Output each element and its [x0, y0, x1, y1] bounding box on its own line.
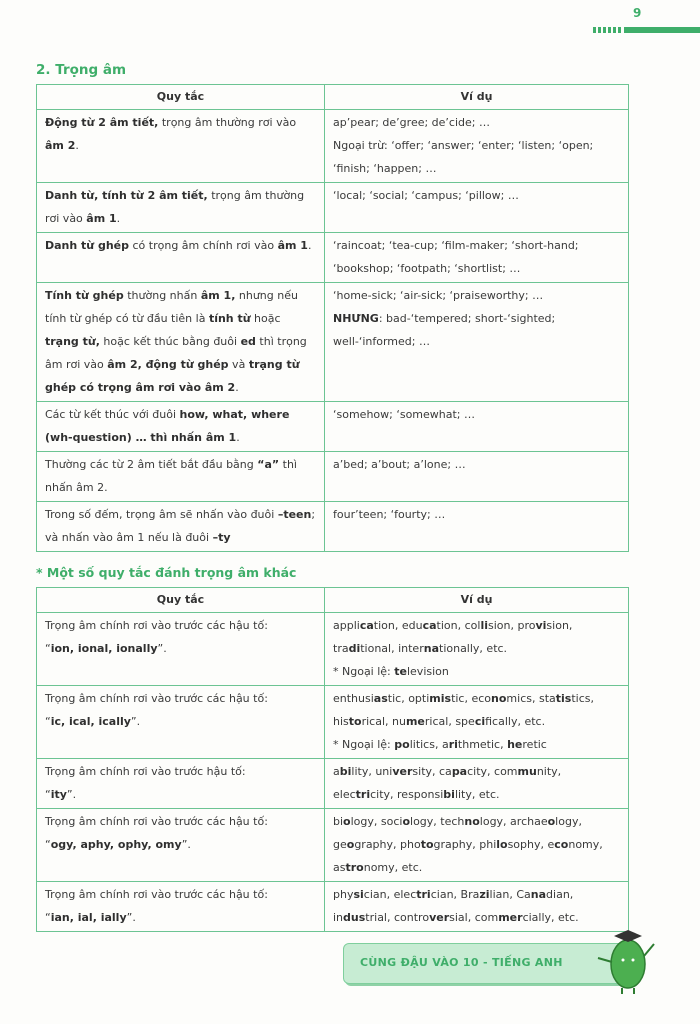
bold-text: na [530, 888, 547, 901]
bold-text: dus [343, 911, 366, 924]
example-cell [325, 233, 629, 283]
example-text [333, 810, 620, 879]
bold-text: lo [496, 838, 508, 851]
text: nomy, etc. [363, 861, 423, 874]
bold-text: o [343, 815, 351, 828]
rule-cell [37, 613, 325, 686]
bold-text: –teen [277, 508, 312, 521]
bold-text: tri [416, 888, 431, 901]
text: logy, tech [410, 815, 465, 828]
text: sophy, e [507, 838, 555, 851]
table-row [37, 283, 629, 402]
bold-text: o [346, 838, 355, 851]
bold-text: âm 2, động từ ghép [107, 358, 229, 371]
rule-cell [37, 283, 325, 402]
text: thì trọng âm rơi vào [45, 335, 307, 371]
example-cell [325, 809, 629, 882]
bold-text: how, what, where (wh-question) … thì nhấn âm 1 [45, 408, 290, 444]
bold-text: “a” [257, 458, 280, 471]
example-text [333, 883, 620, 929]
rule-cell [37, 686, 325, 759]
table-row [37, 402, 629, 452]
bold-text: pa [451, 765, 468, 778]
text: tionally, etc. [439, 642, 508, 655]
bold-text: si [353, 888, 364, 901]
bold-text: tính từ [208, 312, 251, 325]
text: phy [333, 888, 354, 901]
bold-text: to [348, 715, 362, 728]
table-row [37, 502, 629, 552]
text: nhưng nếu tính từ ghép có từ đầu tiên là [45, 289, 298, 325]
column-header-example: Ví dụ [325, 85, 629, 110]
suffix-text: ogy, aphy, ophy, omy [50, 838, 182, 851]
column-header-rule: Quy tắc [37, 85, 325, 110]
suffix-list: “ity”. [45, 788, 77, 801]
bold-text: he [507, 738, 523, 751]
example-cell [325, 452, 629, 502]
bold-text: trạng từ, [45, 335, 100, 348]
text: thường nhấn [123, 289, 201, 302]
exception-text [333, 733, 620, 756]
example-text: ‘local; ‘social; ‘campus; ‘pillow; … [333, 189, 519, 202]
text: retic [522, 738, 547, 751]
text: Các từ kết thúc với đuôi [45, 408, 180, 421]
example-text: four’teen; ‘fourty; … [333, 508, 446, 521]
text: litics, a [409, 738, 449, 751]
bold-text: Động từ 2 âm tiết, [45, 116, 159, 129]
text: hoặc [250, 312, 281, 325]
example-cell [325, 283, 629, 402]
text: tion, edu [373, 619, 423, 632]
text: trọng âm thường rơi vào [158, 116, 297, 129]
text: : bad-‘tempered; short-‘sighted; well-‘informed; … [333, 312, 556, 348]
suffix-text: ian, ial, ially [50, 911, 127, 924]
text: graphy, pho [354, 838, 421, 851]
bold-text: co [554, 838, 569, 851]
footer-banner-text: CÙNG ĐẬU VÀO 10 - TIẾNG ANH [360, 956, 563, 969]
text: mics, sta [506, 692, 556, 705]
bold-text: ver [392, 765, 413, 778]
text: nomy, as [333, 838, 603, 874]
bold-text: Danh từ, tính từ 2 âm tiết, [45, 189, 208, 202]
rule-cell [37, 759, 325, 809]
text: * Ngoại lệ: [333, 665, 395, 678]
text: lity, etc. [454, 788, 500, 801]
text: trial, contro [365, 911, 430, 924]
example-cell [325, 882, 629, 932]
text: rical, spe [424, 715, 475, 728]
bold-text: ca [359, 619, 374, 632]
example-cell [325, 110, 629, 183]
text: trọng âm thường rơi vào [45, 189, 305, 225]
text: . [116, 212, 121, 225]
example-text [333, 760, 620, 806]
text: fically, etc. [485, 715, 546, 728]
table-row [37, 882, 629, 932]
bold-text: –ty [212, 531, 231, 544]
rule-text: Trọng âm chính rơi vào trước hậu tố: [45, 765, 246, 778]
bold-text: di [348, 642, 361, 655]
bold-text: trạng từ ghép có trọng âm rơi vào âm 2 [45, 358, 300, 394]
exception-text [333, 660, 620, 683]
bold-text: ci [474, 715, 486, 728]
example-cell [325, 686, 629, 759]
text: . [236, 431, 240, 444]
example-cell [325, 402, 629, 452]
suffix-list: “ic, ical, ically”. [45, 715, 141, 728]
table-row [37, 183, 629, 233]
text: city, responsi [370, 788, 444, 801]
table-row [37, 809, 629, 882]
rule-cell [37, 110, 325, 183]
stress-rules-table [36, 84, 629, 552]
text: tic, opti [387, 692, 430, 705]
suffix-list: “ogy, aphy, ophy, omy”. [45, 838, 191, 851]
section-title: 2. Trọng âm [36, 62, 127, 78]
bold-text: o [402, 815, 411, 828]
bold-text: âm 1 [277, 239, 308, 252]
text: . [75, 139, 79, 152]
text: logy, archae [479, 815, 548, 828]
suffix-text: ity [50, 788, 67, 801]
text: city, com [467, 765, 518, 778]
text: levision [406, 665, 449, 678]
suffix-text: ion, ional, ionally [50, 642, 158, 655]
text: . [235, 381, 239, 394]
text: Thường các từ 2 âm tiết bắt đầu bằng [45, 458, 258, 471]
example-text: Ngoại trừ: ‘offer; ‘answer; ‘enter; ‘listen; ‘open; ‘finish; ‘happen; … [333, 139, 594, 175]
text: và [228, 358, 249, 371]
bold-text: to [420, 838, 434, 851]
text: enthusi [333, 692, 374, 705]
bold-text: âm 1, [200, 289, 236, 302]
rule-cell [37, 502, 325, 552]
column-header-example: Ví dụ [325, 588, 629, 613]
example-text: ‘raincoat; ‘tea-cup; ‘film-maker; ‘short-hand; ‘bookshop; ‘footpath; ‘shortlist; … [333, 239, 579, 275]
text: graphy, phi [433, 838, 497, 851]
page-decoration-bar [593, 27, 700, 33]
bold-text: o [547, 815, 556, 828]
rule-cell [37, 882, 325, 932]
rule-cell [37, 233, 325, 283]
example-text: a’bed; a’bout; a’lone; … [333, 458, 466, 471]
text: tional, inter [360, 642, 424, 655]
rule-text: Trọng âm chính rơi vào trước các hậu tố: [45, 692, 268, 705]
example-text [333, 614, 620, 660]
table-row [37, 233, 629, 283]
column-header-rule: Quy tắc [37, 588, 325, 613]
text: dian, in [333, 888, 574, 924]
bold-text: me [405, 715, 425, 728]
text: tics, his [333, 692, 594, 728]
bold-text: mu [517, 765, 537, 778]
bold-text: Danh từ ghép [45, 239, 130, 252]
bold-text: Tính từ ghép [45, 289, 124, 302]
bold-text: ed [240, 335, 256, 348]
suffix-stress-rules-table [36, 587, 629, 932]
text: sion, tra [333, 619, 573, 655]
text: rical, nu [361, 715, 406, 728]
bold-text: no [464, 815, 480, 828]
suffix-list: “ion, ional, ionally”. [45, 642, 167, 655]
text: cian, elec [363, 888, 417, 901]
text: . [307, 239, 312, 252]
bold-text: bi [443, 788, 455, 801]
example-cell [325, 759, 629, 809]
bold-text: tro [345, 861, 364, 874]
example-text [333, 307, 620, 353]
rule-text: Trọng âm chính rơi vào trước các hậu tố: [45, 815, 268, 828]
bold-text: ri [448, 738, 458, 751]
example-cell [325, 502, 629, 552]
rule-cell [37, 402, 325, 452]
table-header-row [37, 85, 629, 110]
text: Trong số đếm, trọng âm sẽ nhấn vào đuôi [45, 508, 278, 521]
suffix-list: “ian, ial, ially”. [45, 911, 136, 924]
table-row [37, 759, 629, 809]
text: tion, col [436, 619, 481, 632]
suffix-text: ic, ical, ically [50, 715, 131, 728]
table-row [37, 452, 629, 502]
bold-text: tis [555, 692, 572, 705]
bold-text: âm 1 [86, 212, 117, 225]
text: có trọng âm chính rơi vào [129, 239, 278, 252]
bold-text: ca [422, 619, 437, 632]
example-text: ‘somehow; ‘somewhat; … [333, 408, 476, 421]
bold-text: mer [498, 911, 523, 924]
example-cell [325, 613, 629, 686]
table-row [37, 686, 629, 759]
text: * Ngoại lệ: [333, 738, 395, 751]
bold-text: po [394, 738, 410, 751]
rule-cell [37, 183, 325, 233]
example-text [333, 687, 620, 733]
example-cell [325, 183, 629, 233]
text: cian, Bra [430, 888, 480, 901]
text: logy, soci [350, 815, 403, 828]
table-row [37, 110, 629, 183]
bold-text: ver [429, 911, 450, 924]
page-number: 9 [633, 6, 642, 20]
example-text: ap’pear; de’gree; de’cide; … [333, 116, 490, 129]
bold-text: li [480, 619, 488, 632]
bold-text: bi [339, 765, 352, 778]
bold-text: na [423, 642, 439, 655]
text: hoặc kết thúc bằng đuôi [99, 335, 241, 348]
text: sion, pro [487, 619, 536, 632]
rule-cell [37, 809, 325, 882]
bold-text: NHƯNG [333, 312, 379, 325]
table-row [37, 613, 629, 686]
bold-text: âm 2 [45, 139, 76, 152]
rule-text: Trọng âm chính rơi vào trước các hậu tố: [45, 888, 268, 901]
bold-text: no [491, 692, 507, 705]
text: thmetic, [457, 738, 508, 751]
subsection-title: * Một số quy tắc đánh trọng âm khác [36, 565, 297, 580]
table-header-row [37, 588, 629, 613]
text: nity, elec [333, 765, 562, 801]
text: lian, Ca [489, 888, 531, 901]
text: tic, eco [451, 692, 492, 705]
text: lity, uni [351, 765, 393, 778]
rule-cell [37, 452, 325, 502]
text: appli [333, 619, 360, 632]
text: ; và nhấn vào âm 1 nếu là đuôi [45, 508, 316, 544]
bold-text: te [394, 665, 407, 678]
text: bi [333, 815, 344, 828]
text: sial, com [449, 911, 499, 924]
bold-text: as [373, 692, 388, 705]
text: logy, ge [333, 815, 582, 851]
text: sity, ca [412, 765, 452, 778]
bean-mascot-graduate-icon [592, 922, 672, 1002]
text: thì nhấn âm 2. [45, 458, 297, 494]
text: a [333, 765, 340, 778]
rule-text: Trọng âm chính rơi vào trước các hậu tố: [45, 619, 268, 632]
bold-text: zi [479, 888, 490, 901]
example-text: ‘home-sick; ‘air-sick; ‘praiseworthy; … [333, 289, 544, 302]
text: cially, etc. [522, 911, 579, 924]
bold-text: vi [535, 619, 547, 632]
bold-text: tri [355, 788, 371, 801]
bold-text: mis [429, 692, 452, 705]
